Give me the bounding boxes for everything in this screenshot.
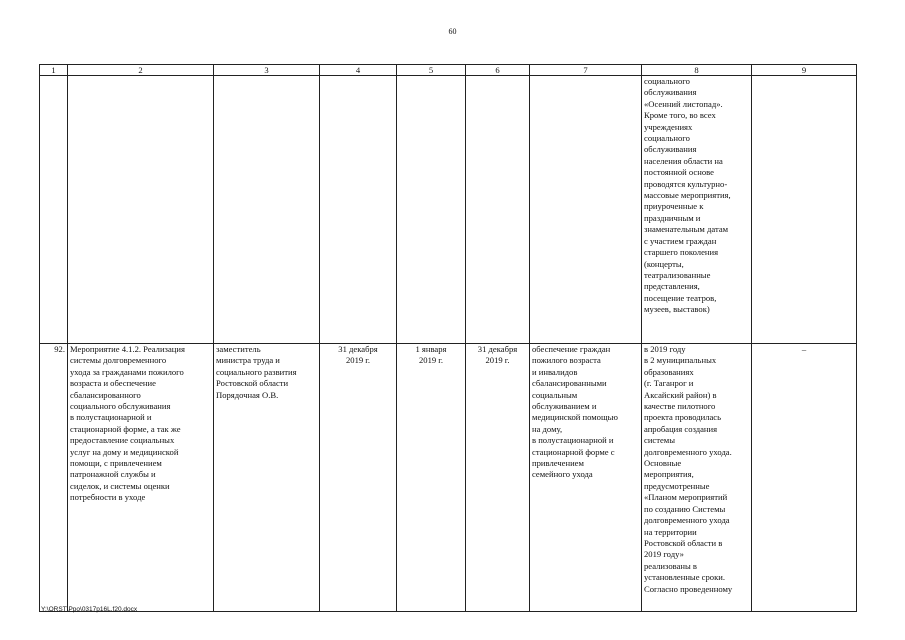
header-cell-4: 4 [320,65,397,76]
row-number: 92. [40,344,68,612]
deadline-cell [320,76,397,344]
page-number: 60 [448,27,457,36]
activity-cell [68,76,214,344]
activity-cell: Мероприятие 4.1.2. Реализация системы долговременного ухода за гражданами пожилого возраста и обеспечение сбалансированного социального обслуживания в полустационарной и стационарной форме, а так же предоставление социальных услуг на дому и медицинской помощи, с привлечением патронажной службы и сиделок, и системы оценки потребности в уходе [68,344,214,612]
program-table [39,64,857,612]
file-path-footer: Y:\ORST\Ppo\0317p16L.f20.docx [41,606,138,613]
header-cell-6: 6 [466,65,530,76]
header-cell-9: 9 [752,65,857,76]
actual-result-cell: в 2019 году в 2 муниципальных образованиях (г. Таганрог и Аксайский район) в качестве пилотного проекта проводилась апробация создания системы долговременного ухода. Основные мероприятия, предусмотренные «Планом мероприятий по созданию Системы долговременного ухода на территории Ростовской области в 2019 году» реализованы в установленные сроки. Согласно проведенному [642,344,752,612]
start-date-cell [397,76,466,344]
header-cell-7: 7 [530,65,642,76]
end-date-cell [466,76,530,344]
expected-result-cell [530,76,642,344]
end-date-cell: 31 декабря 2019 г. [466,344,530,612]
header-row [40,65,857,76]
header-cell-8: 8 [642,65,752,76]
expected-result-cell: обеспечение граждан пожилого возраста и инвалидов сбалансированными социальным обслуживанием и медицинской помощью на дому, в полустационарной и стационарной форме с привлечением семейного ухода [530,344,642,612]
note-cell: – [752,344,857,612]
responsible-cell: заместитель министра труда и социального развития Ростовской области Порядочная О.В. [214,344,320,612]
header-cell-2: 2 [68,65,214,76]
note-cell [752,76,857,344]
deadline-cell: 31 декабря 2019 г. [320,344,397,612]
header-cell-1: 1 [40,65,68,76]
start-date-cell: 1 января 2019 г. [397,344,466,612]
header-cell-3: 3 [214,65,320,76]
row-number [40,76,68,344]
table-row [40,344,857,612]
responsible-cell [214,76,320,344]
table-row [40,76,857,344]
header-cell-5: 5 [397,65,466,76]
actual-result-cell: социального обслуживания «Осенний листопад». Кроме того, во всех учреждениях социального обслуживания населения области на постоянной основе проводятся культурно- массовые мероприятия, приуроченные к праздничным и знаменательным датам с участием граждан старшего поколения (концерты, театрализованные представления, посещение театров, музеев, выставок) [642,76,752,344]
